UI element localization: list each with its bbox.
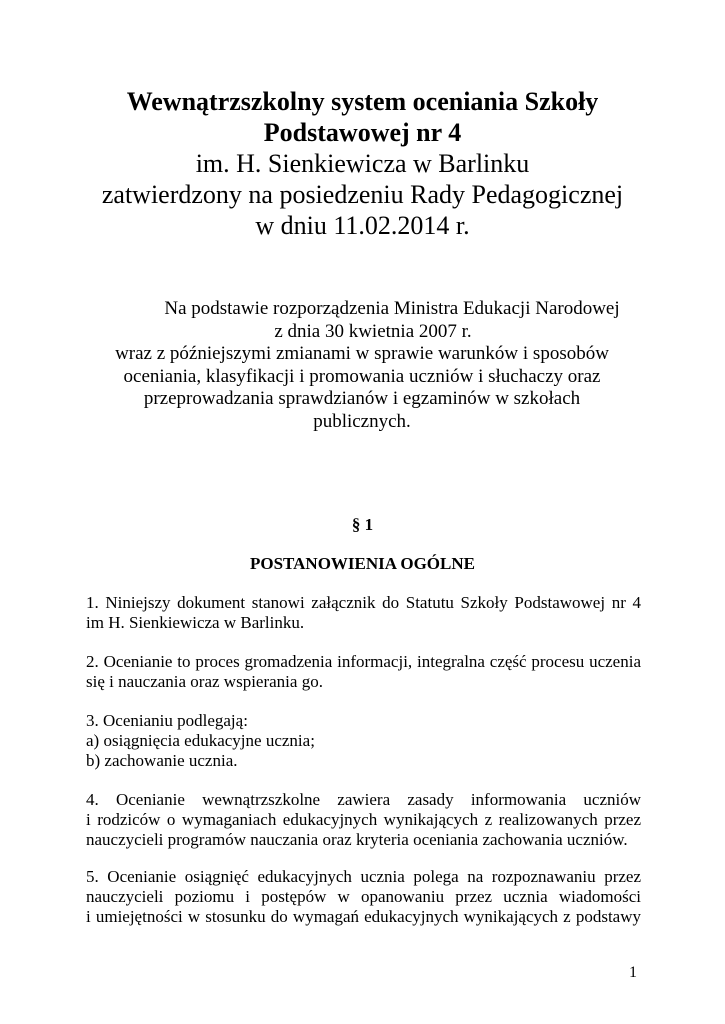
- paragraph-4: [86, 790, 641, 850]
- title-line-4: zatwierdzony na posiedzeniu Rady Pedagogicznej: [101, 180, 624, 209]
- title-line-5: w dniu 11.02.2014 r.: [255, 211, 470, 240]
- paragraph-2-line-2: się i nauczania oraz wspierania go.: [86, 672, 323, 691]
- title-line-1: Wewnątrzszkolny system oceniania Szkoły: [126, 87, 599, 116]
- legal-basis-line-3: wraz z późniejszymi zmianami w sprawie warunków i sposobów: [115, 343, 609, 364]
- legal-basis-line-6: publicznych.: [313, 410, 411, 432]
- paragraph-1-line-2: im H. Sienkiewicza w Barlinku.: [86, 613, 305, 632]
- legal-basis-line-4: oceniania, klasyfikacji i promowania uczniów i słuchaczy oraz: [123, 365, 601, 387]
- paragraph-4-line-1: 4. Ocenianie wewnątrzszkolne zawiera zasady informowania uczniów: [86, 790, 641, 809]
- title-line-2: Podstawowej nr 4: [263, 118, 462, 147]
- paragraph-4-line-3: nauczycieli programów nauczania oraz kryteria oceniania zachowania uczniów.: [86, 830, 628, 849]
- paragraph-1: [86, 593, 641, 633]
- paragraph-5-line-3: i umiejętności w stosunku do wymagań edukacyjnych wynikających z podstawy: [86, 907, 641, 926]
- paragraph-4-line-2: i rodziców o wymaganiach edukacyjnych wynikających z realizowanych przez: [86, 810, 641, 829]
- paragraph-2-line-1: 2. Ocenianie to proces gromadzenia informacji, integralna część procesu uczenia: [86, 652, 641, 671]
- legal-basis-line-2: z dnia 30 kwietnia 2007 r.: [274, 320, 472, 342]
- paragraph-3: [86, 711, 641, 771]
- page-number: 1: [629, 964, 637, 981]
- paragraph-1-line-1: 1. Niniejszy dokument stanowi załącznik do Statutu Szkoły Podstawowej nr 4: [86, 593, 641, 612]
- section-title: POSTANOWIENIA OGÓLNE: [250, 554, 475, 573]
- legal-basis: [82, 298, 642, 433]
- section-mark: § 1: [351, 515, 374, 534]
- legal-basis-line-1: Na podstawie rozporządzenia Ministra Edukacji Narodowej: [164, 298, 620, 319]
- paragraph-3-line-2: a) osiągnięcia edukacyjne ucznia;: [86, 731, 315, 750]
- paragraph-3-line-3: b) zachowanie ucznia.: [86, 751, 238, 770]
- document-title: [60, 86, 665, 241]
- title-line-3: im. H. Sienkiewicza w Barlinku: [195, 149, 530, 178]
- legal-basis-line-5: przeprowadzania sprawdzianów i egzaminów w szkołach: [143, 388, 581, 409]
- paragraph-5: [86, 867, 641, 927]
- paragraph-5-line-2: nauczycieli poziomu i postępów w opanowaniu przez ucznia wiadomości: [86, 887, 641, 906]
- paragraph-5-line-1: 5. Ocenianie osiągnięć edukacyjnych ucznia polega na rozpoznawaniu przez: [86, 867, 641, 886]
- paragraph-3-line-1: 3. Ocenianiu podlegają:: [86, 711, 248, 730]
- paragraph-2: [86, 652, 641, 692]
